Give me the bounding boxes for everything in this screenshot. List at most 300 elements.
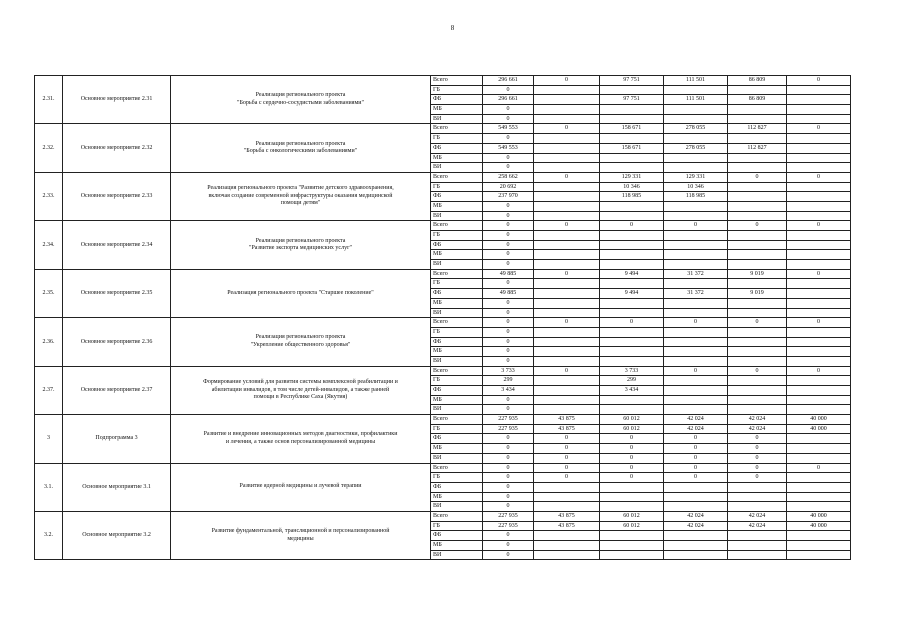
amount-cell: 9 019 xyxy=(728,289,787,299)
amount-cell: 0 xyxy=(483,201,534,211)
description-line: Реализация регионального проекта "Развитие детского здравоохранения, xyxy=(207,185,394,192)
amount-cell xyxy=(787,356,851,366)
amount-cell xyxy=(787,153,851,163)
funding-source: МБ xyxy=(431,105,483,115)
amount-cell: 0 xyxy=(600,318,664,328)
amount-cell: 0 xyxy=(483,163,534,173)
funding-source: ВИ xyxy=(431,163,483,173)
amount-cell xyxy=(600,298,664,308)
amount-cell xyxy=(600,550,664,560)
description-line: Развитие и внедрение инновационных методов диагностики, профилактики xyxy=(203,431,398,438)
amount-cell: 43 875 xyxy=(534,415,600,425)
funding-source: МБ xyxy=(431,298,483,308)
amount-cell: 0 xyxy=(534,444,600,454)
amount-cell xyxy=(728,482,787,492)
amount-cell xyxy=(600,405,664,415)
amount-cell xyxy=(664,240,728,250)
amount-cell: 227 935 xyxy=(483,511,534,521)
amount-cell xyxy=(787,231,851,241)
amount-cell: 0 xyxy=(534,366,600,376)
amount-cell: 0 xyxy=(534,269,600,279)
amount-cell: 42 024 xyxy=(728,415,787,425)
amount-cell xyxy=(534,192,600,202)
amount-cell: 3 733 xyxy=(483,366,534,376)
amount-cell xyxy=(728,260,787,270)
amount-cell: 86 809 xyxy=(728,76,787,86)
description-line: Реализация регионального проекта xyxy=(255,237,346,244)
item-type: Основное мероприятие 2.31 xyxy=(63,76,171,124)
amount-cell: 0 xyxy=(483,308,534,318)
amount-cell xyxy=(787,541,851,551)
funding-source: ГБ xyxy=(431,85,483,95)
amount-cell: 0 xyxy=(483,85,534,95)
amount-cell xyxy=(664,260,728,270)
amount-cell xyxy=(664,250,728,260)
amount-cell xyxy=(787,260,851,270)
amount-cell xyxy=(787,308,851,318)
amount-cell xyxy=(728,85,787,95)
amount-cell xyxy=(534,231,600,241)
amount-cell xyxy=(787,444,851,454)
amount-cell: 42 024 xyxy=(728,424,787,434)
amount-cell: 0 xyxy=(483,279,534,289)
funding-source: ВИ xyxy=(431,260,483,270)
funding-source: ГБ xyxy=(431,134,483,144)
table-row xyxy=(35,124,851,134)
amount-cell: 97 751 xyxy=(600,95,664,105)
amount-cell xyxy=(534,201,600,211)
funding-source: ГБ xyxy=(431,376,483,386)
item-number: 3 xyxy=(35,415,63,463)
amount-cell: 0 xyxy=(664,221,728,231)
amount-cell: 0 xyxy=(664,463,728,473)
amount-cell xyxy=(534,550,600,560)
amount-cell xyxy=(728,308,787,318)
amount-cell xyxy=(600,308,664,318)
table-row xyxy=(35,269,851,279)
amount-cell xyxy=(664,356,728,366)
amount-cell xyxy=(664,279,728,289)
amount-cell: 0 xyxy=(483,453,534,463)
amount-cell xyxy=(728,182,787,192)
amount-cell xyxy=(600,163,664,173)
amount-cell xyxy=(787,453,851,463)
amount-cell xyxy=(600,231,664,241)
amount-cell xyxy=(728,502,787,512)
funding-source: ФБ xyxy=(431,192,483,202)
funding-source: МБ xyxy=(431,395,483,405)
amount-cell: 0 xyxy=(483,531,534,541)
amount-cell: 97 751 xyxy=(600,76,664,86)
amount-cell: 0 xyxy=(787,172,851,182)
amount-cell xyxy=(534,405,600,415)
amount-cell: 129 331 xyxy=(600,172,664,182)
amount-cell: 0 xyxy=(483,134,534,144)
funding-source: МБ xyxy=(431,492,483,502)
amount-cell: 0 xyxy=(483,541,534,551)
funding-source: ФБ xyxy=(431,337,483,347)
amount-cell xyxy=(534,289,600,299)
funding-source: Всего xyxy=(431,511,483,521)
amount-cell xyxy=(534,482,600,492)
item-type: Основное мероприятие 2.33 xyxy=(63,172,171,220)
amount-cell xyxy=(600,105,664,115)
item-type: Основное мероприятие 2.34 xyxy=(63,221,171,269)
amount-cell: 0 xyxy=(483,260,534,270)
amount-cell: 9 019 xyxy=(728,269,787,279)
funding-source: МБ xyxy=(431,444,483,454)
amount-cell: 43 875 xyxy=(534,511,600,521)
amount-cell: 0 xyxy=(600,473,664,483)
funding-source: Всего xyxy=(431,269,483,279)
amount-cell: 0 xyxy=(483,231,534,241)
amount-cell: 296 661 xyxy=(483,95,534,105)
amount-cell xyxy=(787,434,851,444)
amount-cell xyxy=(728,337,787,347)
amount-cell xyxy=(664,550,728,560)
amount-cell: 0 xyxy=(787,318,851,328)
amount-cell xyxy=(664,201,728,211)
funding-source: Всего xyxy=(431,124,483,134)
amount-cell xyxy=(728,240,787,250)
funding-source: ФБ xyxy=(431,434,483,444)
amount-cell xyxy=(787,192,851,202)
amount-cell xyxy=(787,347,851,357)
amount-cell xyxy=(728,153,787,163)
amount-cell xyxy=(787,279,851,289)
amount-cell: 0 xyxy=(664,318,728,328)
amount-cell xyxy=(664,376,728,386)
amount-cell xyxy=(600,502,664,512)
description-line: "Укрепление общественного здоровья" xyxy=(250,341,351,348)
amount-cell: 43 875 xyxy=(534,521,600,531)
amount-cell xyxy=(534,337,600,347)
description-line: включая создание современной инфраструктуры оказания медицинской xyxy=(208,192,393,199)
amount-cell xyxy=(728,550,787,560)
amount-cell xyxy=(728,386,787,396)
amount-cell xyxy=(728,192,787,202)
amount-cell xyxy=(600,211,664,221)
description-line: абилитации инвалидов, в том числе детей-инвалидов, а также ранней xyxy=(211,386,390,393)
amount-cell: 0 xyxy=(534,463,600,473)
budget-table xyxy=(34,75,851,560)
amount-cell: 549 553 xyxy=(483,143,534,153)
funding-source: ГБ xyxy=(431,473,483,483)
amount-cell xyxy=(534,95,600,105)
amount-cell xyxy=(787,298,851,308)
amount-cell: 0 xyxy=(787,366,851,376)
amount-cell xyxy=(534,134,600,144)
funding-source: МБ xyxy=(431,201,483,211)
amount-cell: 0 xyxy=(664,444,728,454)
item-description xyxy=(171,269,431,317)
amount-cell xyxy=(664,405,728,415)
amount-cell xyxy=(534,541,600,551)
amount-cell xyxy=(600,531,664,541)
amount-cell: 0 xyxy=(600,463,664,473)
amount-cell: 0 xyxy=(664,453,728,463)
amount-cell xyxy=(728,327,787,337)
amount-cell: 42 024 xyxy=(728,511,787,521)
amount-cell: 0 xyxy=(483,114,534,124)
amount-cell: 0 xyxy=(483,298,534,308)
amount-cell xyxy=(600,356,664,366)
funding-source: ВИ xyxy=(431,308,483,318)
amount-cell: 0 xyxy=(728,463,787,473)
amount-cell xyxy=(534,308,600,318)
description-line: Реализация регионального проекта xyxy=(255,140,346,147)
funding-source: ФБ xyxy=(431,482,483,492)
amount-cell: 42 024 xyxy=(664,521,728,531)
amount-cell xyxy=(600,279,664,289)
amount-cell xyxy=(787,201,851,211)
funding-source: ВИ xyxy=(431,550,483,560)
amount-cell xyxy=(664,134,728,144)
amount-cell: 0 xyxy=(600,434,664,444)
item-number: 2.37. xyxy=(35,366,63,414)
item-type: Основное мероприятие 2.32 xyxy=(63,124,171,172)
amount-cell xyxy=(787,492,851,502)
amount-cell: 60 012 xyxy=(600,521,664,531)
amount-cell xyxy=(787,85,851,95)
funding-source: ВИ xyxy=(431,211,483,221)
item-number: 2.33. xyxy=(35,172,63,220)
amount-cell: 0 xyxy=(600,221,664,231)
amount-cell: 111 501 xyxy=(664,76,728,86)
amount-cell xyxy=(600,541,664,551)
amount-cell: 0 xyxy=(728,221,787,231)
amount-cell: 0 xyxy=(483,327,534,337)
amount-cell xyxy=(664,492,728,502)
amount-cell: 0 xyxy=(728,473,787,483)
amount-cell xyxy=(600,347,664,357)
table-row xyxy=(35,366,851,376)
amount-cell: 0 xyxy=(600,444,664,454)
item-description xyxy=(171,221,431,269)
item-number: 2.35. xyxy=(35,269,63,317)
amount-cell: 258 662 xyxy=(483,172,534,182)
funding-source: МБ xyxy=(431,347,483,357)
amount-cell: 40 000 xyxy=(787,415,851,425)
description-line: "Борьба с онкологическими заболеваниями" xyxy=(243,148,358,155)
amount-cell xyxy=(534,327,600,337)
amount-cell: 10 346 xyxy=(600,182,664,192)
funding-source: ФБ xyxy=(431,531,483,541)
funding-source: ФБ xyxy=(431,143,483,153)
amount-cell xyxy=(728,134,787,144)
amount-cell: 42 024 xyxy=(728,521,787,531)
amount-cell: 0 xyxy=(664,434,728,444)
amount-cell: 0 xyxy=(483,337,534,347)
item-type: Основное мероприятие 3.1 xyxy=(63,463,171,511)
item-type: Основное мероприятие 2.37 xyxy=(63,366,171,414)
funding-source: Всего xyxy=(431,366,483,376)
amount-cell xyxy=(664,541,728,551)
funding-source: ФБ xyxy=(431,240,483,250)
description-line: помощи в Республике Саха (Якутия) xyxy=(253,394,348,401)
amount-cell xyxy=(728,211,787,221)
funding-source: Всего xyxy=(431,221,483,231)
funding-source: ГБ xyxy=(431,182,483,192)
funding-source: МБ xyxy=(431,153,483,163)
funding-source: Всего xyxy=(431,318,483,328)
amount-cell: 0 xyxy=(534,318,600,328)
description-line: Реализация регионального проекта xyxy=(255,334,346,341)
funding-source: ГБ xyxy=(431,521,483,531)
amount-cell xyxy=(534,143,600,153)
table-row xyxy=(35,463,851,473)
amount-cell xyxy=(664,395,728,405)
item-number: 2.36. xyxy=(35,318,63,366)
amount-cell xyxy=(787,376,851,386)
item-description xyxy=(171,124,431,172)
amount-cell xyxy=(534,260,600,270)
amount-cell xyxy=(728,541,787,551)
amount-cell: 0 xyxy=(787,124,851,134)
amount-cell xyxy=(787,143,851,153)
amount-cell xyxy=(664,386,728,396)
amount-cell: 0 xyxy=(728,444,787,454)
amount-cell: 0 xyxy=(483,502,534,512)
amount-cell: 60 012 xyxy=(600,415,664,425)
description-line: "Развитие экспорта медицинских услуг" xyxy=(249,245,352,252)
amount-cell: 0 xyxy=(534,434,600,444)
amount-cell: 118 985 xyxy=(600,192,664,202)
amount-cell xyxy=(728,279,787,289)
item-number: 3.2. xyxy=(35,511,63,559)
item-description xyxy=(171,415,431,463)
amount-cell: 0 xyxy=(787,76,851,86)
table-row xyxy=(35,172,851,182)
description-line: Развитие ядерной медицины и лучевой терапии xyxy=(239,483,362,490)
amount-cell xyxy=(728,201,787,211)
description-line: Реализация регионального проекта xyxy=(255,92,346,99)
amount-cell xyxy=(600,250,664,260)
amount-cell: 40 000 xyxy=(787,424,851,434)
amount-cell: 0 xyxy=(483,211,534,221)
amount-cell xyxy=(728,105,787,115)
amount-cell xyxy=(664,347,728,357)
amount-cell xyxy=(534,250,600,260)
funding-source: ВИ xyxy=(431,356,483,366)
funding-source: Всего xyxy=(431,463,483,473)
item-number: 2.31. xyxy=(35,76,63,124)
amount-cell xyxy=(728,531,787,541)
amount-cell xyxy=(787,289,851,299)
amount-cell xyxy=(534,153,600,163)
funding-source: ВИ xyxy=(431,453,483,463)
amount-cell xyxy=(787,395,851,405)
amount-cell xyxy=(787,550,851,560)
amount-cell xyxy=(787,240,851,250)
amount-cell: 40 000 xyxy=(787,521,851,531)
amount-cell: 43 875 xyxy=(534,424,600,434)
funding-source: ВИ xyxy=(431,405,483,415)
amount-cell: 60 012 xyxy=(600,424,664,434)
amount-cell: 0 xyxy=(483,473,534,483)
amount-cell xyxy=(664,114,728,124)
amount-cell: 278 055 xyxy=(664,143,728,153)
amount-cell: 296 661 xyxy=(483,76,534,86)
amount-cell: 0 xyxy=(483,250,534,260)
amount-cell xyxy=(600,240,664,250)
amount-cell: 9 494 xyxy=(600,269,664,279)
amount-cell xyxy=(534,347,600,357)
amount-cell xyxy=(664,308,728,318)
amount-cell xyxy=(534,279,600,289)
amount-cell: 0 xyxy=(483,221,534,231)
amount-cell xyxy=(664,153,728,163)
item-number: 2.32. xyxy=(35,124,63,172)
amount-cell xyxy=(534,240,600,250)
amount-cell: 0 xyxy=(483,395,534,405)
amount-cell: 112 827 xyxy=(728,143,787,153)
funding-source: Всего xyxy=(431,76,483,86)
amount-cell xyxy=(600,85,664,95)
table-row xyxy=(35,221,851,231)
item-description xyxy=(171,463,431,511)
item-description xyxy=(171,318,431,366)
description-line: и лечения, а также основ персонализированной медицины xyxy=(225,438,376,445)
amount-cell xyxy=(728,492,787,502)
amount-cell xyxy=(534,502,600,512)
table-row xyxy=(35,76,851,86)
amount-cell xyxy=(664,298,728,308)
table-row xyxy=(35,415,851,425)
item-type: Основное мероприятие 2.35 xyxy=(63,269,171,317)
description-line: Формирование условий для развития системы комплексной реабилитации и xyxy=(203,379,398,386)
amount-cell: 0 xyxy=(534,473,600,483)
amount-cell: 129 331 xyxy=(664,172,728,182)
amount-cell xyxy=(664,211,728,221)
amount-cell: 0 xyxy=(483,463,534,473)
amount-cell xyxy=(787,531,851,541)
description-line: помощи детям" xyxy=(280,200,321,207)
amount-cell xyxy=(728,356,787,366)
funding-source: ФБ xyxy=(431,386,483,396)
description-line: "Борьба с сердечно-сосудистыми заболеваниями" xyxy=(237,99,364,106)
amount-cell xyxy=(728,163,787,173)
amount-cell xyxy=(534,531,600,541)
amount-cell xyxy=(600,482,664,492)
funding-source: Всего xyxy=(431,172,483,182)
amount-cell xyxy=(787,337,851,347)
amount-cell xyxy=(534,492,600,502)
amount-cell xyxy=(664,327,728,337)
amount-cell: 0 xyxy=(664,473,728,483)
amount-cell: 0 xyxy=(534,124,600,134)
amount-cell: 0 xyxy=(728,434,787,444)
amount-cell: 0 xyxy=(534,221,600,231)
amount-cell xyxy=(534,395,600,405)
amount-cell xyxy=(787,95,851,105)
amount-cell xyxy=(600,114,664,124)
amount-cell xyxy=(534,163,600,173)
amount-cell: 0 xyxy=(534,453,600,463)
amount-cell: 86 809 xyxy=(728,95,787,105)
amount-cell: 0 xyxy=(600,453,664,463)
amount-cell: 0 xyxy=(483,105,534,115)
item-number: 2.34. xyxy=(35,221,63,269)
amount-cell xyxy=(787,211,851,221)
amount-cell: 227 935 xyxy=(483,415,534,425)
amount-cell: 31 372 xyxy=(664,289,728,299)
item-description xyxy=(171,76,431,124)
amount-cell: 0 xyxy=(664,366,728,376)
amount-cell xyxy=(534,211,600,221)
funding-source: МБ xyxy=(431,250,483,260)
amount-cell: 0 xyxy=(483,482,534,492)
